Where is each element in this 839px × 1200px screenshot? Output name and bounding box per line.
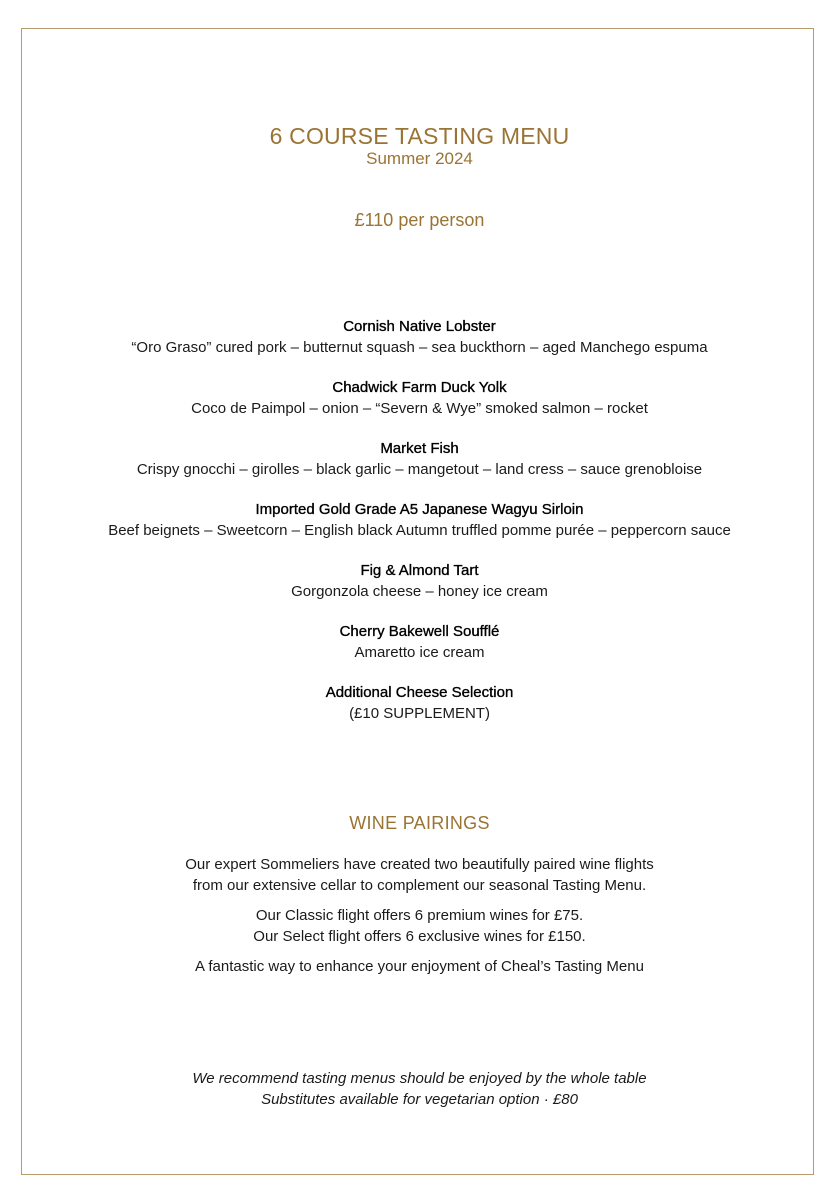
course-description: Crispy gnocchi – girolles – black garlic – mangetout – land cress – sauce grenobloise xyxy=(136,461,703,478)
course-item xyxy=(0,316,839,359)
course-item xyxy=(0,560,839,603)
course-name: Additional Cheese Selection xyxy=(325,684,514,701)
course-description: Coco de Paimpol – onion – “Severn & Wye” smoked salmon – rocket xyxy=(191,400,648,417)
wine-closing xyxy=(0,956,839,977)
course-name: Cornish Native Lobster xyxy=(343,318,496,335)
course-name: Fig & Almond Tart xyxy=(360,562,479,579)
course-description: Beef beignets – Sweetcorn – English black Autumn truffled pomme purée – peppercorn sauce xyxy=(108,522,731,539)
wine-pairings-title: WINE PAIRINGS xyxy=(349,813,490,833)
course-description: (£10 SUPPLEMENT) xyxy=(349,705,490,722)
course-item xyxy=(0,499,839,542)
menu-price: £110 per person xyxy=(354,210,485,230)
wine-pairings-section xyxy=(0,811,839,986)
course-name: Chadwick Farm Duck Yolk xyxy=(332,379,507,396)
course-name: Market Fish xyxy=(380,440,459,457)
wine-intro xyxy=(0,854,839,896)
course-item xyxy=(0,438,839,481)
footer-notes xyxy=(0,1068,839,1110)
wine-closing-text: A fantastic way to enhance your enjoyment of Cheal’s Tasting Menu xyxy=(195,958,644,975)
wine-intro-line: from our extensive cellar to complement our seasonal Tasting Menu. xyxy=(192,877,647,894)
menu-header xyxy=(0,121,839,232)
course-description: “Oro Graso” cured pork – butternut squash – sea buckthorn – aged Manchego espuma xyxy=(131,339,708,356)
footer-line-vegetarian: Substitutes available for vegetarian option · £80 xyxy=(261,1091,578,1108)
course-item xyxy=(0,682,839,725)
course-name: Imported Gold Grade A5 Japanese Wagyu Sirloin xyxy=(255,501,584,518)
footer-line-table: We recommend tasting menus should be enjoyed by the whole table xyxy=(192,1070,647,1087)
wine-flights xyxy=(0,905,839,947)
select-flight-text: Our Select flight offers 6 exclusive wines for £150. xyxy=(253,928,586,945)
course-name: Cherry Bakewell Soufflé xyxy=(339,623,500,640)
menu-title: 6 COURSE TASTING MENU xyxy=(269,123,570,149)
course-list xyxy=(0,316,839,743)
menu-season: Summer 2024 xyxy=(366,149,473,168)
classic-flight-text: Our Classic flight offers 6 premium wines for £75. xyxy=(255,907,584,924)
course-description: Gorgonzola cheese – honey ice cream xyxy=(291,583,548,600)
course-description: Amaretto ice cream xyxy=(354,644,485,661)
course-item xyxy=(0,377,839,420)
wine-intro-line: Our expert Sommeliers have created two beautifully paired wine flights xyxy=(185,856,654,873)
course-item xyxy=(0,621,839,664)
